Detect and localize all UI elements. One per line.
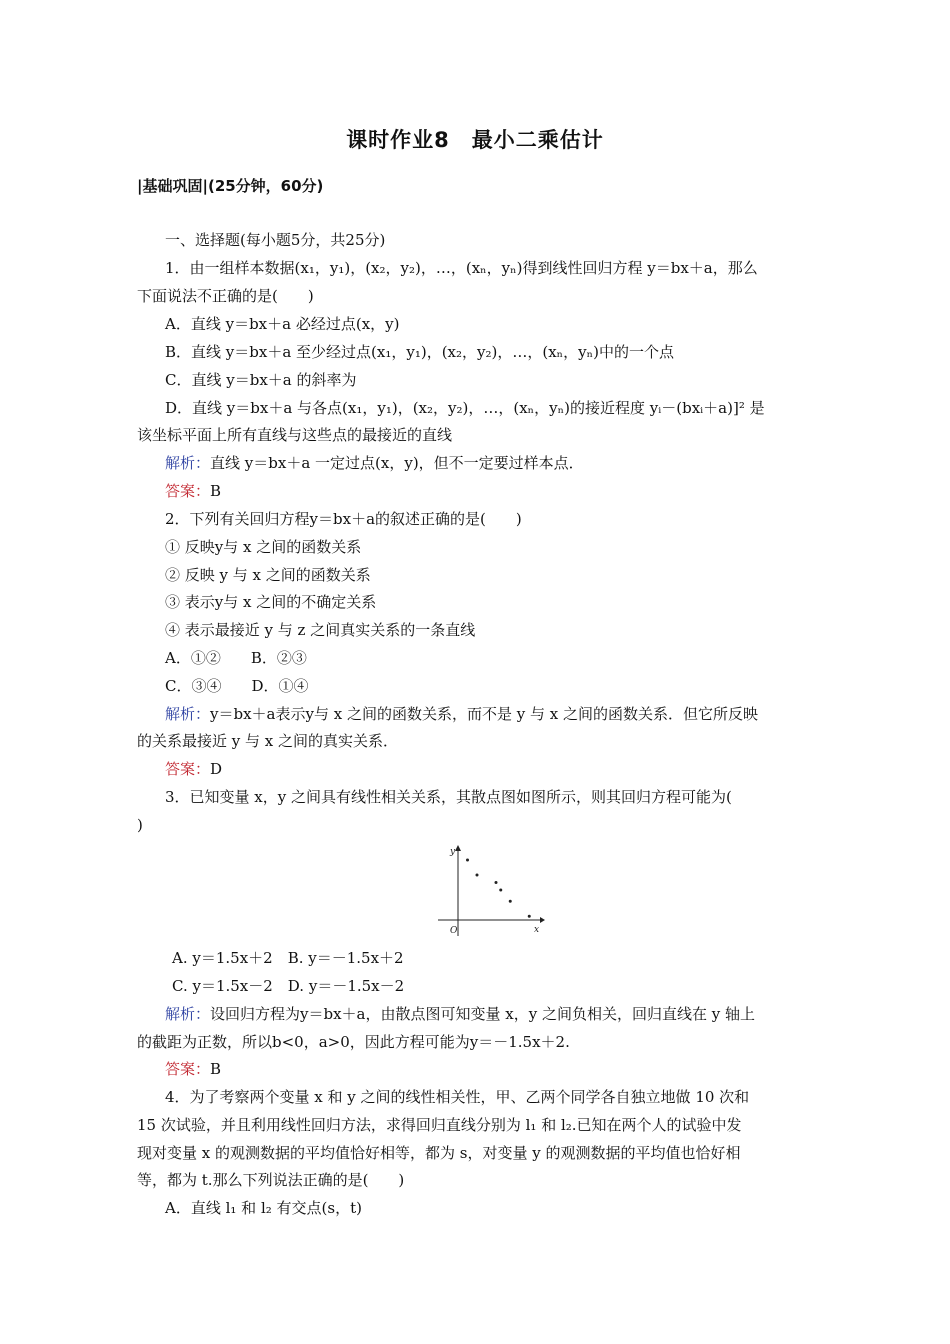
origin-label: O [450,926,458,936]
q3-answer [165,1059,221,1079]
q2-stem: 2．下列有关回归方程y＝bx＋a的叙述正确的是( ) [165,510,522,528]
scatter-points [466,859,531,918]
q1-option-c: C．直线 y＝bx＋a 的斜率为 [165,371,357,389]
scatter-point-6 [528,915,531,918]
q2-analysis-text: y＝bx＋a表示y与 x 之间的函数关系，而不是 y 与 x 之间的函数关系．但它所反映 [210,705,758,723]
q4-line4: 等，都为 t.那么下列说法正确的是( ) [137,1171,405,1189]
q3-stem-line1: 3．已知变量 x，y 之间具有线性相关关系，其散点图如图所示，则其回归方程可能为( [165,788,732,806]
part-header: 一、选择题(每小题5分，共25分) [165,231,386,249]
answer-label: 答案： [165,760,211,778]
y-axis-arrow [455,845,461,851]
q1-option-d-line2: 该坐标平面上所有直线与这些点的最接近的直线 [137,426,453,444]
answer-label: 答案： [165,1060,211,1078]
q2-answer [165,759,222,779]
q1-answer [165,481,221,501]
q1-option-b: B．直线 y＝bx＋a 至少经过点(x₁，y₁)，(x₂，y₂)，…，(xₙ，yₙ)中的一个点 [165,343,674,361]
q2-item-4: ④ 表示最接近 y 与 z 之间真实关系的一条直线 [165,621,476,639]
scatter-point-1 [466,859,469,862]
q3-analysis-line1 [165,1004,755,1024]
q1-analysis [165,453,584,473]
q3-analysis-text: 设回归方程为y＝bx＋a，由散点图可知变量 x，y 之间负相关，回归直线在 y 轴上 [210,1005,755,1023]
y-axis-label: y [450,847,456,857]
q2-item-2: ② 反映 y 与 x 之间的函数关系 [165,566,371,584]
scatter-point-3 [495,881,498,884]
x-axis-label: x [534,925,540,935]
analysis-label: 解析： [165,705,211,723]
q4-line3: 现对变量 x 的观测数据的平均值恰好相等，都为 s，对变量 y 的观测数据的平均值也恰好相 [137,1144,741,1162]
q2-options-ab: A．①② B．②③ [165,649,307,667]
analysis-label: 解析： [165,454,211,472]
page-title: 课时作业8 最小二乘估计 [346,128,604,152]
analysis-label: 解析： [165,1005,211,1023]
q1-option-a: A．直线 y＝bx＋a 必经过点(x，y) [165,315,400,333]
answer-label: 答案： [165,482,211,500]
q1-analysis-text: 直线 y＝bx＋a 一定过点(x，y)，但不一定要过样本点． [210,454,584,472]
q4-line1: 4．为了考察两个变量 x 和 y 之间的线性相关性，甲、乙两个同学各自独立地做 10 次和 [165,1088,750,1106]
x-axis-arrow [540,917,545,923]
scatter-point-4 [499,889,502,892]
q2-item-3: ③ 表示y与 x 之间的不确定关系 [165,593,377,611]
q4-option-a: A．直线 l₁ 和 l₂ 有交点(s，t) [165,1199,362,1217]
scatter-point-5 [509,900,512,903]
q2-options-cd: C．③④ D．①④ [165,677,309,695]
q3-analysis-line2: 的截距为正数，所以b<0，a>0，因此方程可能为y＝－1.5x＋2. [137,1033,570,1051]
scatter-point-2 [476,874,479,877]
q1-answer-value: B [210,482,222,500]
q3-options-ab: A. y＝1.5x＋2 B. y＝－1.5x＋2 [172,949,404,967]
section-header: |基础巩固|(25分钟，60分) [137,177,324,195]
q2-item-1: ① 反映y与 x 之间的函数关系 [165,538,362,556]
q2-analysis-line1 [165,704,758,724]
q1-stem-line1: 1．由一组样本数据(x₁，y₁)，(x₂，y₂)，…，(xₙ，yₙ)得到线性回归方程 y＝bx＋a，那么 [165,259,758,277]
q3-answer-value: B [210,1060,222,1078]
q3-options-cd: C. y＝1.5x－2 D. y＝－1.5x－2 [172,977,405,995]
scatter-plot [436,844,546,938]
q1-stem-line2: 下面说法不正确的是( ) [137,287,314,305]
q3-stem-line2: ) [137,816,143,834]
q4-line2: 15 次试验，并且利用线性回归方法，求得回归直线分别为 l₁ 和 l₂.已知在两个人的试验中发 [137,1116,742,1134]
q1-option-d-line1: D．直线 y＝bx＋a 与各点(x₁，y₁)，(x₂，y₂)，…，(xₙ，yₙ)的接近程度 yᵢ－(bxᵢ＋a)]² 是 [165,399,765,417]
q2-analysis-line2: 的关系最接近 y 与 x 之间的真实关系． [137,732,399,750]
q2-answer-value: D [210,760,223,778]
